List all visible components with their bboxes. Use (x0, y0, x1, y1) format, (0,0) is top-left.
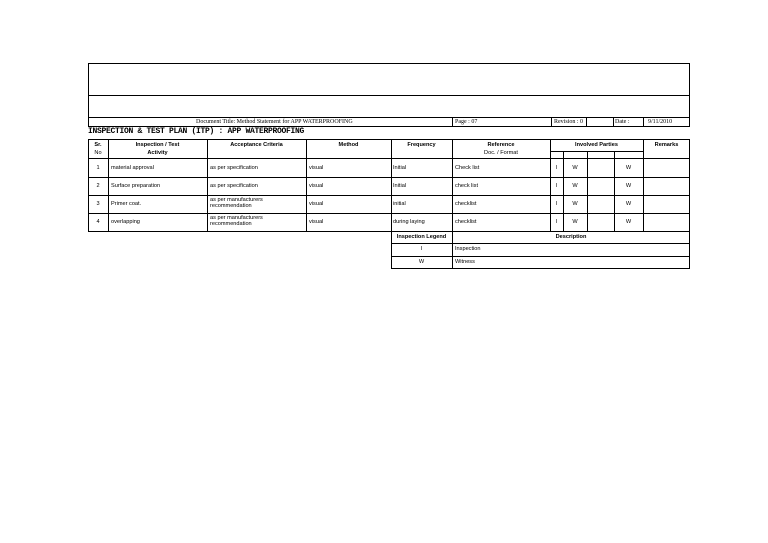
row-2-party-1: I (555, 183, 558, 189)
row-4-sr: 4 (96, 219, 100, 225)
header-divider-1 (88, 95, 690, 96)
row-1-sr: 1 (96, 165, 100, 171)
row-1-party-4: W (625, 165, 632, 171)
legend-description-header: Description (555, 234, 587, 240)
row-4-criteria: as per manufacturers recommendation (210, 215, 263, 228)
row-4-party-4: W (625, 219, 632, 225)
doc-divider-c (586, 117, 587, 127)
header-method: Method (338, 142, 359, 148)
header-activity-2: Activity (147, 150, 168, 156)
row-2-activity: Surface preparation (111, 183, 161, 189)
row-4-method: visual (309, 219, 324, 225)
row-line-2 (88, 195, 690, 196)
row-2-party-2: W (572, 183, 578, 189)
legend-header: Inspection Legend (396, 234, 447, 240)
doc-divider-d (613, 117, 614, 127)
legend-desc-2: Witness (455, 259, 475, 265)
document-title: Document Title: Method Statement for APP WATERPROOFING (196, 119, 353, 125)
row-3-party-2: W (572, 201, 578, 207)
header-frequency: Frequency (407, 142, 436, 148)
row-2-reference: check list (455, 183, 479, 189)
row-2-criteria: as per specification (210, 183, 258, 189)
row-line-3 (88, 213, 690, 214)
row-3-party-4: W (625, 201, 632, 207)
row-4-party-2: W (572, 219, 578, 225)
row-2-frequency: Initial (393, 183, 407, 189)
parties-subheader-line (550, 151, 643, 152)
row-1-frequency: Initial (393, 165, 407, 171)
header-activity-1: Inspection / Test (135, 142, 180, 148)
col-line-8 (587, 151, 588, 232)
col-line-10 (643, 139, 644, 232)
header-reference-1: Reference (487, 142, 515, 148)
legend-row-line-1 (391, 243, 690, 244)
row-2-sr: 2 (96, 183, 100, 189)
row-3-sr: 3 (96, 201, 100, 207)
doc-divider-a (452, 117, 453, 127)
row-3-method: visual (309, 201, 324, 207)
date-value: 9/11/2010 (648, 119, 673, 125)
row-1-activity: material approval (111, 165, 154, 171)
doc-divider-e (643, 117, 644, 127)
row-line-1 (88, 177, 690, 178)
header-no: No (94, 150, 102, 156)
header-remarks: Remarks (654, 142, 679, 148)
row-3-criteria: as per manufacturers recommendation (210, 197, 263, 210)
row-1-reference: Check list (455, 165, 480, 171)
row-4-party-1: I (555, 219, 558, 225)
plan-title: INSPECTION & TEST PLAN (ITP) : APP WATERPROOFING (88, 127, 305, 136)
header-criteria: Acceptance Criteria (230, 142, 283, 148)
col-line-3 (306, 139, 307, 232)
revision: Revision : 0 (554, 119, 584, 125)
row-3-activity: Primer coat. (111, 201, 142, 207)
row-4-reference: checklist (455, 219, 477, 225)
col-line-2 (207, 139, 208, 232)
row-3-frequency: initial (393, 201, 406, 207)
row-1-party-2: W (572, 165, 578, 171)
row-2-method: visual (309, 183, 324, 189)
header-involved-parties: Involved Parties (575, 142, 618, 148)
date-label: Date : (615, 119, 630, 125)
legend-row-line-2 (391, 256, 690, 257)
row-4-activity: overlapping (111, 219, 140, 225)
row-3-party-1: I (555, 201, 558, 207)
legend-desc-1: Inspection (455, 246, 481, 252)
row-4-frequency: during laying (393, 219, 425, 225)
doc-divider-b (551, 117, 552, 127)
header-row-line (88, 158, 690, 159)
row-1-method: visual (309, 165, 324, 171)
legend-code-2: W (418, 259, 425, 265)
page-number: Page : 07 (455, 119, 478, 125)
header-sr: Sr. (94, 142, 102, 148)
row-1-party-1: I (555, 165, 558, 171)
col-line-4 (391, 139, 392, 232)
row-2-party-4: W (625, 183, 632, 189)
row-1-criteria: as per specification (210, 165, 258, 171)
legend-code-1: I (420, 246, 423, 252)
header-reference-2: Doc. / Format (484, 150, 518, 156)
row-3-reference: checklist (455, 201, 477, 207)
